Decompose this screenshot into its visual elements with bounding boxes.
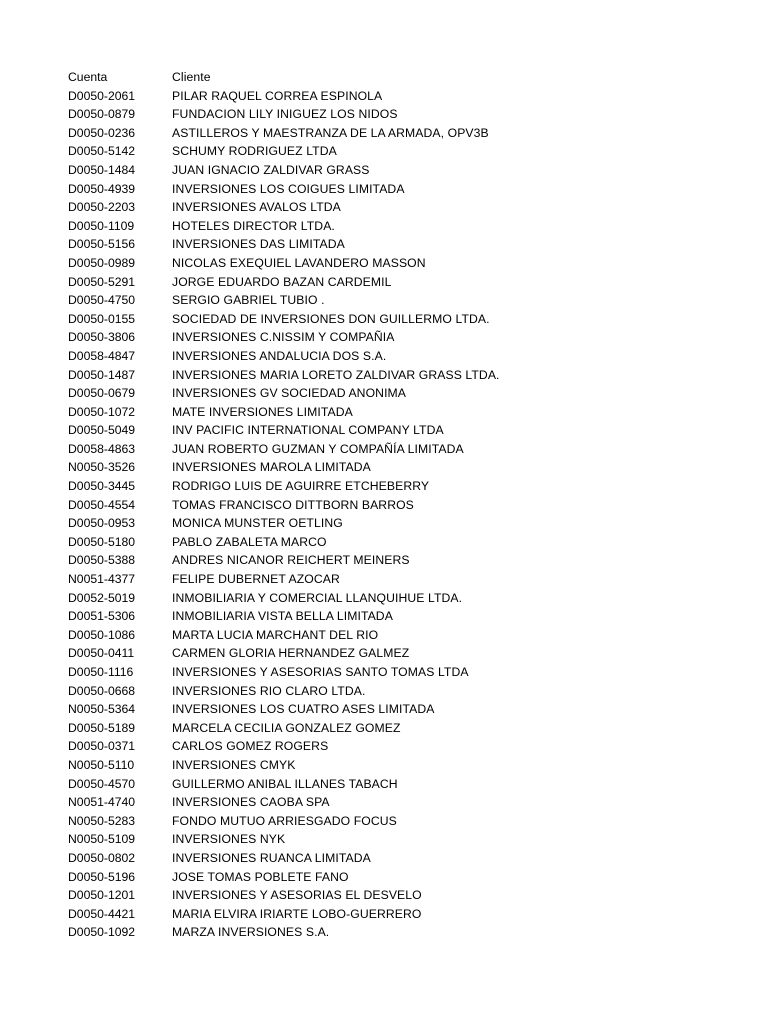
table-row — [68, 198, 728, 217]
header-row — [68, 68, 728, 87]
cuenta-cell: N0050-5110 — [68, 757, 135, 772]
cuenta-cell: D0050-4750 — [68, 293, 136, 308]
table-row — [68, 905, 728, 924]
cliente-cell: INVERSIONES C.NISSIM Y COMPAÑIA — [172, 330, 395, 345]
cliente-cell: INVERSIONES NYK — [172, 832, 286, 847]
cliente-cell: INVERSIONES RUANCA LIMITADA — [172, 850, 371, 865]
cuenta-cell: D0050-5189 — [68, 720, 136, 735]
table-row — [68, 421, 728, 440]
cuenta-cell: D0050-0236 — [68, 125, 136, 140]
table-row — [68, 366, 728, 385]
cuenta-cell: D0050-4421 — [68, 906, 136, 921]
cuenta-cell: D0050-5180 — [68, 534, 136, 549]
cliente-cell: MATE INVERSIONES LIMITADA — [172, 404, 353, 419]
cuenta-cell: D0058-4847 — [68, 348, 136, 363]
cuenta-cell: D0050-1201 — [68, 888, 136, 903]
table-row — [68, 663, 728, 682]
cuenta-cell: D0050-0679 — [68, 386, 136, 401]
cuenta-cell: D0050-0879 — [68, 107, 136, 122]
table-row — [68, 775, 728, 794]
table-row — [68, 570, 728, 589]
table-row — [68, 533, 728, 552]
cuenta-cell: D0050-4570 — [68, 776, 136, 791]
table-row — [68, 180, 728, 199]
cliente-cell: INVERSIONES LOS COIGUES LIMITADA — [172, 181, 405, 196]
cliente-cell: INVERSIONES DAS LIMITADA — [172, 237, 345, 252]
table-row — [68, 719, 728, 738]
cliente-cell: SERGIO GABRIEL TUBIO . — [172, 293, 325, 308]
cuenta-cell: D0050-0989 — [68, 255, 136, 270]
table-row — [68, 124, 728, 143]
table-row — [68, 496, 728, 515]
cliente-cell: FONDO MUTUO ARRIESGADO FOCUS — [172, 813, 397, 828]
cliente-cell: JUAN ROBERTO GUZMAN Y COMPAÑÍA LIMITADA — [172, 441, 464, 456]
cuenta-cell: D0050-2061 — [68, 88, 136, 103]
cliente-cell: PILAR RAQUEL CORREA ESPINOLA — [172, 88, 383, 103]
cuenta-cell: D0050-1072 — [68, 404, 136, 419]
table-row — [68, 403, 728, 422]
cliente-cell: SCHUMY RODRIGUEZ LTDA — [172, 144, 337, 159]
cuenta-cell: D0058-4863 — [68, 441, 136, 456]
cliente-cell: HOTELES DIRECTOR LTDA. — [172, 218, 335, 233]
cuenta-cell: D0050-1484 — [68, 162, 136, 177]
table-row — [68, 440, 728, 459]
cuenta-cell: N0050-5283 — [68, 813, 136, 828]
header-cliente: Cliente — [172, 70, 211, 84]
cuenta-cell: D0050-2203 — [68, 200, 136, 215]
cliente-cell: SOCIEDAD DE INVERSIONES DON GUILLERMO LTDA. — [172, 311, 490, 326]
cliente-cell: CARMEN GLORIA HERNANDEZ GALMEZ — [172, 646, 410, 661]
table-row — [68, 161, 728, 180]
cuenta-cell: D0050-1092 — [68, 925, 136, 940]
cliente-cell: JUAN IGNACIO ZALDIVAR GRASS — [172, 162, 370, 177]
table-row — [68, 644, 728, 663]
table-row — [68, 217, 728, 236]
cliente-cell: ASTILLEROS Y MAESTRANZA DE LA ARMADA, OPV3B — [172, 125, 489, 140]
table-row — [68, 347, 728, 366]
table-row — [68, 700, 728, 719]
cliente-cell: GUILLERMO ANIBAL ILLANES TABACH — [172, 776, 398, 791]
cuenta-cell: D0050-1086 — [68, 627, 136, 642]
cliente-cell: INVERSIONES RIO CLARO LTDA. — [172, 683, 366, 698]
cliente-cell: FELIPE DUBERNET AZOCAR — [172, 572, 340, 587]
cuenta-cell: D0050-4554 — [68, 497, 136, 512]
table-row — [68, 737, 728, 756]
cliente-cell: JORGE EDUARDO BAZAN CARDEMIL — [172, 274, 392, 289]
cuenta-cell: D0050-3445 — [68, 479, 136, 494]
table-row — [68, 235, 728, 254]
table-row — [68, 886, 728, 905]
table-row — [68, 514, 728, 533]
cuenta-cell: D0050-0371 — [68, 739, 136, 754]
cuenta-cell: D0050-1487 — [68, 367, 136, 382]
table-row — [68, 589, 728, 608]
cliente-cell: MARZA INVERSIONES S.A. — [172, 925, 330, 940]
cliente-cell: MARIA ELVIRA IRIARTE LOBO-GUERRERO — [172, 906, 422, 921]
cuenta-cell: D0050-5388 — [68, 553, 136, 568]
cuenta-cell: D0050-5142 — [68, 144, 136, 159]
cliente-cell: PABLO ZABALETA MARCO — [172, 534, 327, 549]
table-row — [68, 87, 728, 106]
cliente-cell: INVERSIONES AVALOS LTDA — [172, 200, 341, 215]
cuenta-cell: N0051-4377 — [68, 572, 136, 587]
cuenta-cell: D0052-5019 — [68, 590, 136, 605]
cuenta-cell: D0051-5306 — [68, 609, 136, 624]
table-row — [68, 477, 728, 496]
cuenta-cell: D0050-0411 — [68, 646, 135, 661]
table-row — [68, 551, 728, 570]
cuenta-cell: D0050-3806 — [68, 330, 136, 345]
cliente-cell: RODRIGO LUIS DE AGUIRRE ETCHEBERRY — [172, 479, 430, 494]
cliente-cell: INMOBILIARIA VISTA BELLA LIMITADA — [172, 609, 393, 624]
cuenta-cell: N0050-5109 — [68, 832, 136, 847]
cliente-cell: INVERSIONES GV SOCIEDAD ANONIMA — [172, 386, 407, 401]
cuenta-cell: D0050-0953 — [68, 516, 136, 531]
cliente-cell: INVERSIONES CAOBA SPA — [172, 795, 330, 810]
cliente-cell: INVERSIONES Y ASESORIAS SANTO TOMAS LTDA — [172, 665, 469, 679]
cuenta-cell: D0050-0668 — [68, 683, 136, 698]
cuenta-cell: D0050-5291 — [68, 274, 136, 289]
cliente-cell: MARTA LUCIA MARCHANT DEL RIO — [172, 627, 379, 642]
table-row — [68, 458, 728, 477]
cuenta-cell: D0050-1116 — [68, 665, 134, 679]
table-row — [68, 830, 728, 849]
cliente-cell: INV PACIFIC INTERNATIONAL COMPANY LTDA — [172, 423, 444, 438]
cliente-cell: INVERSIONES MAROLA LIMITADA — [172, 460, 371, 475]
cliente-cell: INVERSIONES ANDALUCIA DOS S.A. — [172, 348, 387, 363]
table-row — [68, 291, 728, 310]
cuenta-cell: D0050-5049 — [68, 423, 136, 438]
cuenta-cell: D0050-5156 — [68, 237, 136, 252]
table-row — [68, 849, 728, 868]
table-row — [68, 310, 728, 329]
cliente-cell: CARLOS GOMEZ ROGERS — [172, 739, 329, 754]
table-row — [68, 868, 728, 887]
cliente-cell: MONICA MUNSTER OETLING — [172, 516, 343, 531]
cliente-cell: INVERSIONES MARIA LORETO ZALDIVAR GRASS LTDA. — [172, 367, 500, 382]
cliente-cell: INVERSIONES LOS CUATRO ASES LIMITADA — [172, 702, 435, 717]
table-row — [68, 254, 728, 273]
table-row — [68, 607, 728, 626]
table-row — [68, 384, 728, 403]
table-row — [68, 105, 728, 124]
header-cuenta: Cuenta — [68, 70, 108, 84]
table-row — [68, 626, 728, 645]
table-row — [68, 142, 728, 161]
table-row — [68, 756, 728, 775]
cuenta-cell: D0050-0155 — [68, 311, 136, 326]
cliente-cell: INVERSIONES Y ASESORIAS EL DESVELO — [172, 888, 422, 903]
cuenta-cell: D0050-4939 — [68, 181, 136, 196]
cuenta-cell: N0050-5364 — [68, 702, 136, 717]
cliente-cell: INMOBILIARIA Y COMERCIAL LLANQUIHUE LTDA. — [172, 590, 463, 605]
table-row — [68, 328, 728, 347]
cliente-cell: ANDRES NICANOR REICHERT MEINERS — [172, 553, 410, 568]
table-row — [68, 812, 728, 831]
cliente-cell: MARCELA CECILIA GONZALEZ GOMEZ — [172, 720, 401, 735]
cliente-cell: INVERSIONES CMYK — [172, 757, 296, 772]
table-row — [68, 923, 728, 942]
table-row — [68, 793, 728, 812]
cliente-cell: NICOLAS EXEQUIEL LAVANDERO MASSON — [172, 255, 426, 270]
cuenta-cell: N0051-4740 — [68, 795, 136, 810]
cliente-cell: TOMAS FRANCISCO DITTBORN BARROS — [172, 497, 414, 512]
cliente-cell: FUNDACION LILY INIGUEZ LOS NIDOS — [172, 107, 398, 122]
cuenta-cell: D0050-1109 — [68, 218, 135, 233]
table-row — [68, 273, 728, 292]
cliente-cell: JOSE TOMAS POBLETE FANO — [172, 869, 349, 884]
cuenta-cell: D0050-5196 — [68, 869, 136, 884]
accounts-table — [68, 68, 728, 942]
table-body — [68, 87, 728, 942]
table-row — [68, 682, 728, 701]
cuenta-cell: N0050-3526 — [68, 460, 136, 475]
cuenta-cell: D0050-0802 — [68, 850, 136, 865]
